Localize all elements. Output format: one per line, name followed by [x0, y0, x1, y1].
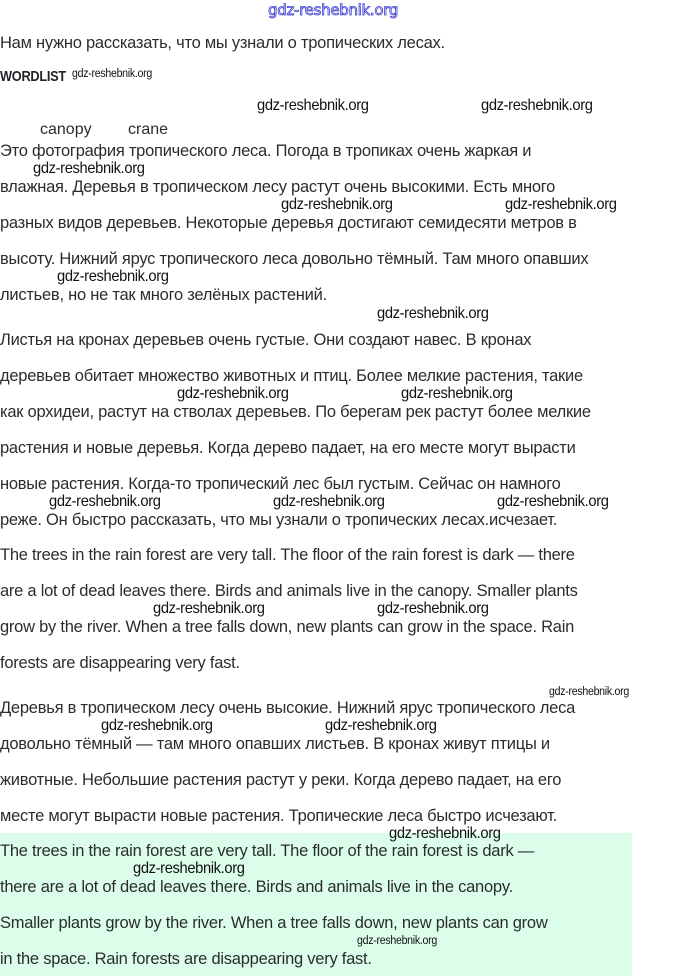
watermark: gdz-reshebnik.org — [57, 268, 169, 285]
paragraph-line: животные. Небольшие растения растут у реки. Когда дерево падает, на его — [0, 771, 562, 789]
paragraph-line: реже. Он быстро рассказать, что мы узнали о тропических лесах.исчезает. — [0, 511, 558, 529]
watermark: gdz-reshebnik.org — [153, 600, 265, 617]
watermark: gdz-reshebnik.org — [497, 493, 609, 510]
watermark: gdz-reshebnik.org — [401, 385, 513, 402]
wordlist-row — [40, 121, 240, 138]
wordlist-word: crane — [128, 121, 169, 138]
watermark: gdz-reshebnik.org — [481, 97, 593, 114]
watermark: gdz-reshebnik.org — [273, 493, 385, 510]
paragraph-line: разных видов деревьев. Некоторые деревья достигают семидесяти метров в — [0, 214, 577, 232]
watermark: gdz-reshebnik.org — [325, 717, 437, 734]
paragraph-line: The trees in the rain forest are very tall. The floor of the rain forest is dark — there — [0, 546, 575, 564]
watermark: gdz-reshebnik.org — [33, 160, 145, 177]
wordlist-word: canopy — [40, 121, 92, 138]
paragraph-line: Листья на кронах деревьев очень густые. Они создают навес. В кронах — [0, 331, 532, 349]
watermark: gdz-reshebnik.org — [177, 385, 289, 402]
watermark: gdz-reshebnik.org — [357, 935, 437, 947]
paragraph-line: месте могут вырасти новые растения. Тропические леса быстро исчезают. — [0, 807, 557, 825]
watermark: gdz-reshebnik.org — [72, 68, 152, 80]
site-logo: gdz-reshebnik.org — [268, 1, 399, 19]
watermark: gdz-reshebnik.org — [133, 860, 245, 877]
wordlist-heading: WORDLIST — [0, 68, 66, 85]
watermark: gdz-reshebnik.org — [377, 305, 489, 322]
watermark: gdz-reshebnik.org — [257, 97, 369, 114]
paragraph-line: Это фотография тропического леса. Погода в тропиках очень жаркая и — [0, 142, 532, 160]
paragraph-line: are a lot of dead leaves there. Birds and animals live in the canopy. Smaller plants — [0, 582, 578, 600]
watermark: gdz-reshebnik.org — [549, 686, 629, 698]
paragraph-line: деревьев обитает множество животных и птиц. Более мелкие растения, такие — [0, 367, 583, 385]
highlighted-line: there are a lot of dead leaves there. Birds and animals live in the canopy. — [0, 878, 513, 896]
paragraph-line: grow by the river. When a tree falls down, new plants can grow in the space. Rain — [0, 618, 575, 636]
paragraph-line: листьев, но не так много зелёных растений. — [0, 286, 327, 304]
watermark: gdz-reshebnik.org — [377, 600, 489, 617]
watermark: gdz-reshebnik.org — [389, 825, 501, 842]
paragraph-line: высоту. Нижний ярус тропического леса довольно тёмный. Там много опавших — [0, 250, 589, 268]
intro-text: Нам нужно рассказать, что мы узнали о тропических лесах. — [0, 34, 445, 52]
paragraph-line: Деревья в тропическом лесу очень высокие. Нижний ярус тропического леса — [0, 699, 576, 717]
watermark: gdz-reshebnik.org — [101, 717, 213, 734]
highlighted-line: Smaller plants grow by the river. When a tree falls down, new plants can grow — [0, 914, 548, 932]
paragraph-line: влажная. Деревья в тропическом лесу растут очень высокими. Есть много — [0, 178, 556, 196]
highlighted-line: in the space. Rain forests are disappearing very fast. — [0, 950, 372, 968]
watermark: gdz-reshebnik.org — [281, 196, 393, 213]
watermark: gdz-reshebnik.org — [505, 196, 617, 213]
watermark: gdz-reshebnik.org — [49, 493, 161, 510]
paragraph-line: растения и новые деревья. Когда дерево падает, на его месте могут вырасти — [0, 439, 576, 457]
paragraph-line: как орхидеи, растут на стволах деревьев. По берегам рек растут более мелкие — [0, 403, 591, 421]
paragraph-line: довольно тёмный — там много опавших листьев. В кронах живут птицы и — [0, 735, 550, 753]
paragraph-line: новые растения. Когда-то тропический лес был густым. Сейчас он намного — [0, 475, 561, 493]
highlighted-line: The trees in the rain forest are very tall. The floor of the rain forest is dark — — [0, 842, 535, 860]
paragraph-line: forests are disappearing very fast. — [0, 654, 240, 672]
